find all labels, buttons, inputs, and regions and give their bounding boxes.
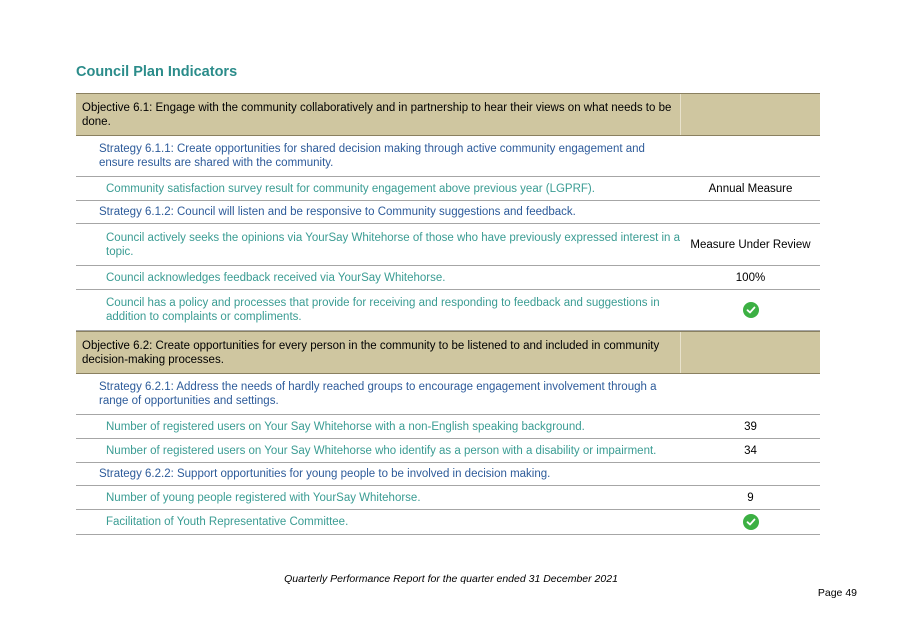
objective-value [680,94,820,135]
strategy-row [76,201,820,224]
measure-status [681,302,820,318]
page-number: Page 49 [817,587,857,599]
indicator-table [76,93,820,535]
measure-text: Number of registered users on Your Say Whitehorse who identify as a person with a disability or impairment. [106,444,657,457]
measure-row [76,510,820,535]
strategy-row [76,463,820,486]
check-icon [743,514,759,530]
objective-row [76,331,820,374]
measure-row [76,290,820,331]
measure-text: Number of young people registered with YourSay Whitehorse. [106,491,421,504]
measure-row [76,224,820,266]
measure-row [76,439,820,463]
measure-value: 9 [747,491,754,504]
check-icon [743,302,759,318]
measure-text: Number of registered users on Your Say Whitehorse with a non-English speaking background. [106,420,585,433]
strategy-text: Strategy 6.1.1: Create opportunities for shared decision making through active community engagement and ensure results are shared with the community. [99,143,645,169]
measure-row [76,486,820,510]
measure-status [681,514,820,530]
strategy-row [76,136,820,177]
measure-row [76,266,820,290]
measure-value: 100% [735,271,766,284]
strategy-text: Strategy 6.1.2: Council will listen and be responsive to Community suggestions and feedback. [99,206,576,218]
objective-row [76,93,820,136]
measure-value: Measure Under Review [690,238,811,251]
strategy-row [76,374,820,415]
measure-row [76,415,820,439]
measure-text: Council actively seeks the opinions via YourSay Whitehorse of those who have previously expressed interest in a topic. [106,231,681,258]
strategy-text: Strategy 6.2.1: Address the needs of hardly reached groups to encourage engagement involvement through a range of opportunities and settings. [99,381,657,407]
objective-text: Objective 6.1: Engage with the community collaboratively and in partnership to hear their views on what needs to be done. [82,101,672,128]
report-footer: Quarterly Performance Report for the quarter ended 31 December 2021 [284,573,618,585]
measure-text: Council has a policy and processes that provide for receiving and responding to feedback and suggestions in addition to complaints or compliments. [106,297,660,323]
measure-text: Facilitation of Youth Representative Committee. [106,516,349,528]
measure-row [76,177,820,201]
section-title: Council Plan Indicators [76,64,238,80]
measure-text: Council acknowledges feedback received via YourSay Whitehorse. [106,271,446,284]
measure-value: 34 [744,444,757,457]
measure-text: Community satisfaction survey result for community engagement above previous year (LGPRF). [106,182,595,195]
objective-text: Objective 6.2: Create opportunities for every person in the community to be listened to and included in community decision-making processes. [82,339,660,366]
measure-value: 39 [744,420,757,433]
measure-value: Annual Measure [708,182,793,195]
strategy-text: Strategy 6.2.2: Support opportunities for young people to be involved in decision making. [99,468,551,480]
objective-value [680,332,820,373]
